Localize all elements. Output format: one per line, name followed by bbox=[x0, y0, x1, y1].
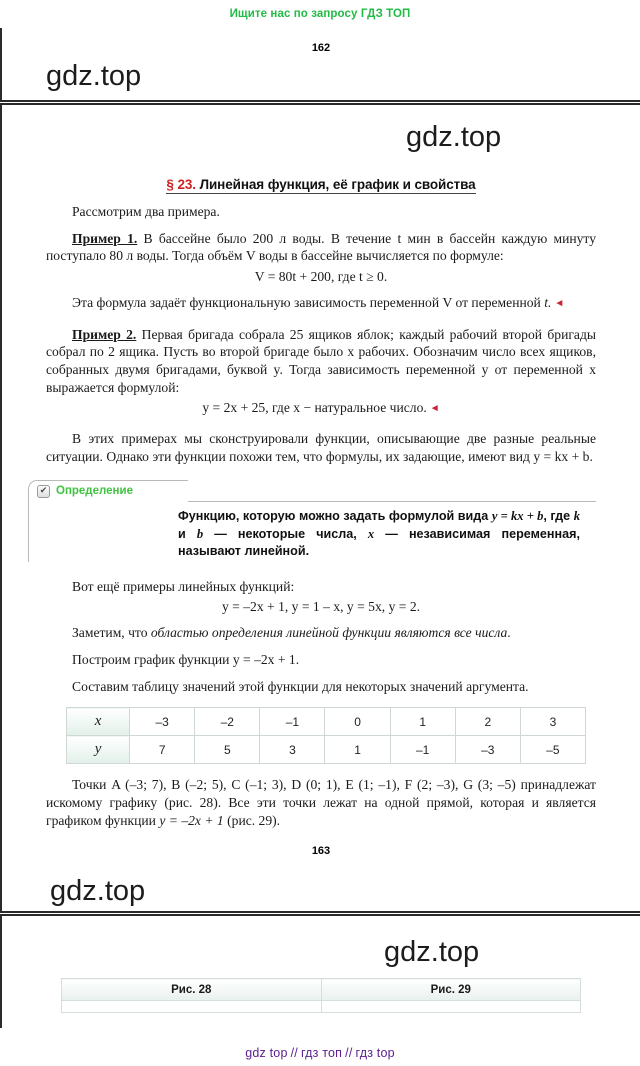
example1-label: Пример 1. bbox=[72, 230, 138, 246]
page-content bbox=[2, 105, 640, 911]
figure-body-29 bbox=[321, 1001, 581, 1013]
points-part-b: (рис. 29). bbox=[223, 812, 281, 828]
note-suffix: . bbox=[507, 625, 511, 641]
points-paragraph bbox=[46, 776, 596, 829]
page-number-162: 162 bbox=[311, 42, 331, 54]
definition-formula: y = kx + b bbox=[491, 508, 544, 523]
example2-formula-text: y = 2x + 25, где x − натуральное число. bbox=[202, 400, 427, 416]
definition-and: и bbox=[178, 526, 197, 541]
table-intro-paragraph: Составим таблицу значений этой функции для некоторых значений аргумента. bbox=[72, 678, 529, 694]
watermark-bottom-left: gdz.top bbox=[50, 875, 146, 908]
cell-y-1: 5 bbox=[195, 736, 260, 764]
definition-b: b bbox=[196, 526, 204, 541]
definition-callout bbox=[28, 480, 596, 566]
promo-banner bbox=[0, 0, 640, 28]
cell-y-0: 7 bbox=[130, 736, 195, 764]
para-after-examples: В этих примерах мы сконструировали функции, описывающие две разные реальные ситуации. Однако эти функции похожи тем, что формулы, их задающие, имеют вид y = kx + b. bbox=[46, 431, 596, 465]
watermark-row-mid bbox=[46, 113, 596, 153]
example1-formula: V = 80t + 200, где t ≥ 0. bbox=[254, 269, 388, 285]
cell-y-2: 3 bbox=[260, 736, 325, 764]
build-graph-paragraph: Построим график функции y = –2x + 1. bbox=[72, 652, 300, 668]
figure-caption-28: Рис. 28 bbox=[62, 979, 322, 1001]
footer-item-3: гдз top bbox=[355, 1046, 395, 1060]
cell-x-2: –1 bbox=[260, 708, 325, 736]
table-row-y bbox=[67, 736, 586, 764]
cell-y-6: –5 bbox=[520, 736, 585, 764]
section-title: Линейная функция, её график и свойства bbox=[199, 177, 476, 192]
note-paragraph bbox=[46, 624, 596, 642]
example1-tail-b: t. bbox=[544, 295, 552, 311]
footer-item-2: гдз топ bbox=[300, 1046, 343, 1060]
page-number-163: 163 bbox=[311, 845, 331, 858]
more-examples-formulas: y = –2x + 1, y = 1 – x, y = 5x, y = 2. bbox=[221, 599, 421, 615]
definition-text-a: Функцию, которую можно задать формулой вида bbox=[178, 508, 492, 523]
points-formula: y = –2x + 1 bbox=[159, 812, 224, 828]
textbook-page bbox=[0, 105, 640, 911]
example1-tail-a: Эта формула задаёт функциональную зависимость переменной V от переменной bbox=[72, 295, 545, 311]
figure-body-28 bbox=[62, 1001, 322, 1013]
page-header-band-162 bbox=[0, 28, 640, 100]
figure-caption-29: Рис. 29 bbox=[321, 979, 581, 1001]
definition-body bbox=[178, 508, 596, 562]
cell-x-5: 2 bbox=[455, 708, 520, 736]
row-label-y: y bbox=[67, 736, 130, 764]
footer-sep-2: // bbox=[345, 1046, 353, 1060]
table-row-x bbox=[67, 708, 586, 736]
example1-paragraph bbox=[46, 230, 596, 265]
definition-left-rule bbox=[28, 502, 29, 562]
example2-body: Первая бригада собрала 25 ящиков яблок; каждый рабочий второй бригады собрал по 2 ящика. Пусть во второй бригаде было x рабочих. Обозначим число всех ящиков, собранных двумя бригадами, буквой y. Тогда зависимость переменной y от переменной x выражается формулой: bbox=[46, 326, 596, 395]
promo-text: Ищите нас по запросу ГДЗ ТОП bbox=[229, 8, 411, 20]
watermark-bottom-right: gdz.top bbox=[384, 936, 480, 969]
page-footer-band-163 bbox=[2, 839, 640, 911]
definition-text-c: — некоторые числа, bbox=[203, 526, 368, 541]
watermark-top-left: gdz.top bbox=[46, 60, 142, 92]
watermark-mid: gdz.top bbox=[406, 121, 502, 153]
definition-tab bbox=[28, 480, 188, 502]
cell-y-3: 1 bbox=[325, 736, 390, 764]
section-heading bbox=[46, 177, 596, 194]
example1-end-marker: ◄ bbox=[554, 298, 565, 310]
example1-body: В бассейне было 200 л воды. В течение t мин в бассейн каждую минуту поступало 80 л воды. Тогда объём V воды в бассейне вычисляется по формуле: bbox=[46, 230, 596, 264]
definition-x: x bbox=[367, 526, 375, 541]
intro-paragraph: Рассмотрим два примера. bbox=[72, 204, 220, 219]
cell-x-3: 0 bbox=[325, 708, 390, 736]
note-italic: областью определения линейной функции являются все числа bbox=[150, 625, 508, 641]
points-part-a: Точки A (–3; 7), B (–2; 5), C (–1; 3), D (0; 1), E (1; –1), F (2; –3), G (3; –5) принадлежат искомому графику (рис. 28). Все эти точки лежат на одной прямой, которая и является графиком функции bbox=[46, 777, 596, 828]
cell-x-0: –3 bbox=[130, 708, 195, 736]
site-footer bbox=[0, 1046, 640, 1060]
section-number: § 23. bbox=[166, 177, 196, 192]
figure-body-row bbox=[62, 1001, 581, 1013]
cell-x-6: 3 bbox=[520, 708, 585, 736]
more-examples-lead: Вот ещё примеры линейных функций: bbox=[72, 578, 295, 594]
definition-text-b: , где bbox=[543, 508, 574, 523]
cell-x-4: 1 bbox=[390, 708, 455, 736]
definition-k: k bbox=[573, 508, 580, 523]
section-heading-inner bbox=[166, 177, 475, 194]
example2-label: Пример 2. bbox=[72, 326, 137, 342]
definition-top-rule bbox=[202, 501, 596, 502]
cell-x-1: –2 bbox=[195, 708, 260, 736]
footer-item-1: gdz top bbox=[245, 1046, 288, 1060]
example2-paragraph bbox=[46, 326, 596, 397]
example2-formula bbox=[46, 400, 596, 416]
figure-captions-table bbox=[61, 978, 581, 1013]
figure-caption-row bbox=[62, 979, 581, 1001]
cell-y-4: –1 bbox=[390, 736, 455, 764]
checkbox-icon: ✔ bbox=[37, 485, 50, 498]
definition-text-d: — независимая переменная, называют линейной. bbox=[178, 526, 580, 559]
cell-y-5: –3 bbox=[455, 736, 520, 764]
figure-caption-area bbox=[2, 978, 640, 1013]
row-label-x: x bbox=[67, 708, 130, 736]
example1-tail bbox=[46, 294, 596, 312]
definition-label: Определение bbox=[56, 485, 133, 498]
footer-sep-1: // bbox=[290, 1046, 298, 1060]
figures-page bbox=[0, 916, 640, 1028]
note-prefix: Заметим, что bbox=[72, 625, 151, 641]
values-table bbox=[66, 707, 586, 764]
example2-end-marker: ◄ bbox=[429, 403, 440, 415]
